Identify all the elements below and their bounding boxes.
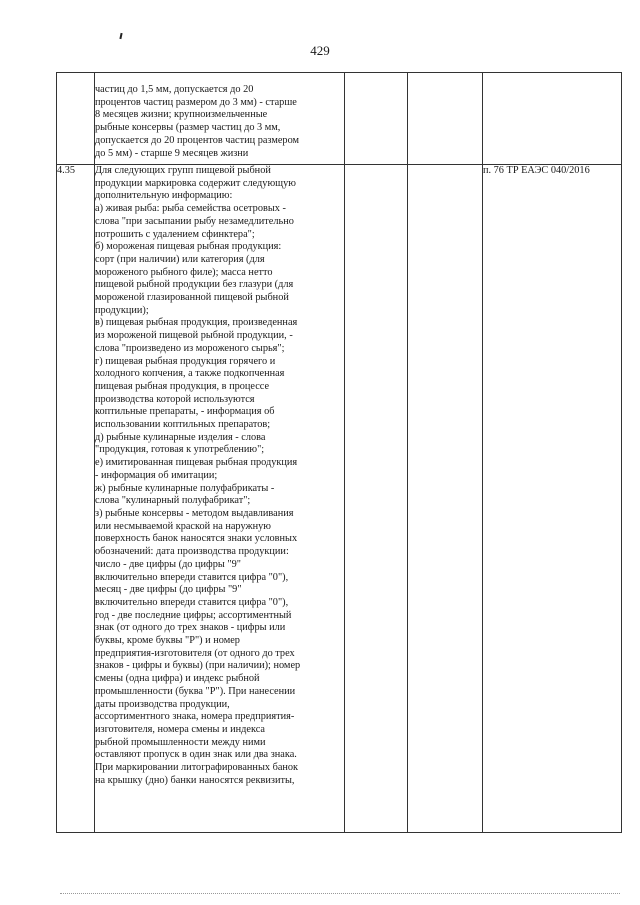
empty-cell-b [408,73,483,165]
requirement-text-cell: частиц до 1,5 мм, допускается до 20 процентов частиц размером до 3 мм) - старше 8 месяцев жизни; крупноизмельченные рыбные консервы (размер частиц до 3 мм, допускается до 20 процентов частиц размером до 5 мм) - старше 9 месяцев жизни [95,73,345,165]
empty-cell-a [345,73,408,165]
requirement-text-cell: Для следующих групп пищевой рыбной продукции маркировка содержит следующую дополнительную информацию: а) живая рыба: рыба семейства осетровых - слова "при засыпании рыбу незамедлительно потрошить с удалением сфинктера"; б) мороженая пищевая рыбная продукция: сорт (при наличии) или категория (для мороженого рыбного филе); масса нетто пищевой рыбной продукции без глазури (для мороженой глазированной пищевой рыбной продукции); в) пищевая рыбная продукция, произведенная из мороженой пищевой рыбной продукции, - слова "произведено из мороженого сырья"; г) пищевая рыбная продукция горячего и холодного копчения, а также подкопченная пищевая рыбная продукция, в процессе производства которой используются коптильные препараты, - информация об использовании коптильных препаратов; д) рыбные кулинарные изделия - слова "продукция, готовая к употреблению"; е) имитированная пищевая рыбная продукция - информация об имитации; ж) рыбные кулинарные полуфабрикаты - слова "кулинарный полуфабрикат"; з) рыбные консервы - методом выдавливания или несмываемой краской на наружную поверхность банок наносятся знаки условных обозначений: дата производства продукции: число - две цифры (до цифры "9" включительно впереди ставится цифра "0"), месяц - две цифры (до цифры "9" включительно впереди ставится цифра "0"), год - две последние цифры; ассортиментный знак (от одного до трех знаков - цифры или буквы, кроме буквы "Р") и номер предприятия-изготовителя (от одного до трех знаков - цифры и буквы) (при наличии); номер смены (одна цифра) и индекс рыбной промышленности (буква "Р"). При нанесении даты производства продукции, ассортиментного знака, номера предприятия- изготовителя, номера смены и индекса рыбной промышленности между ними оставляют пропуск в один знак или два знака. При маркировании литографированных банок на крышку (дно) банки наносятся реквизиты, [95,165,345,833]
page-number: 429 [310,43,330,58]
table-row [57,165,622,833]
empty-cell-b [408,165,483,833]
scan-speck [119,33,122,39]
reference-cell [483,73,622,165]
requirements-table [56,72,622,833]
scan-artifact-line [60,893,620,898]
row-number-cell [57,73,95,165]
table-row [57,73,622,165]
reference-cell: п. 76 ТР ЕАЭС 040/2016 [483,165,622,833]
row-number-cell: 4.35 [57,165,95,833]
empty-cell-a [345,165,408,833]
